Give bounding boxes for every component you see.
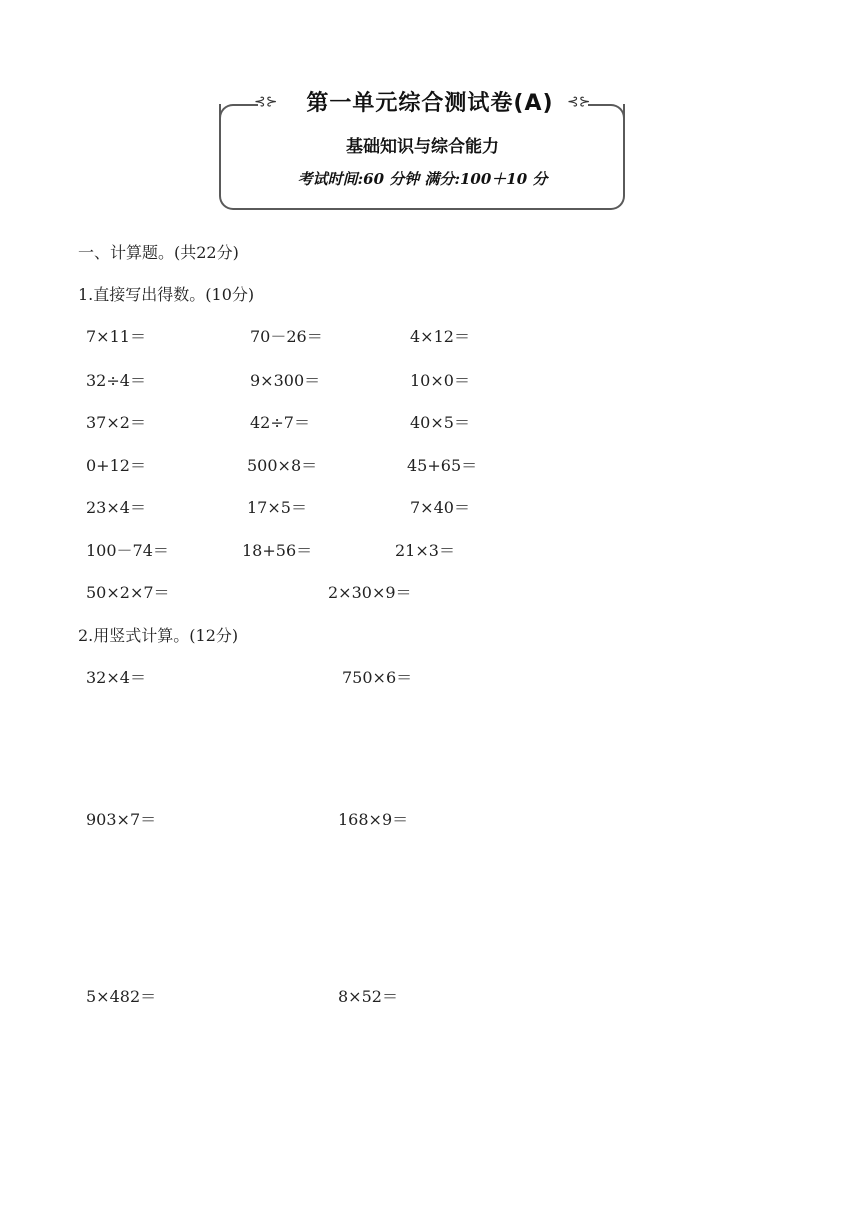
problem-item: 500×8＝ — [247, 456, 318, 475]
problem-item: 9×300＝ — [250, 371, 321, 390]
problem-item: 45+65＝ — [407, 456, 478, 475]
vertical-calc-problem: 168×9＝ — [338, 810, 409, 829]
problem-item: 2×30×9＝ — [328, 583, 412, 602]
ornament-right-icon: ⊰⊱ — [567, 94, 591, 110]
problem-item: 0+12＝ — [86, 456, 146, 475]
page-subtitle: 基础知识与综合能力 — [346, 137, 499, 157]
problem-item: 37×2＝ — [86, 413, 146, 432]
section-heading: 一、计算题。(共22分) — [78, 243, 239, 262]
problem-item: 7×40＝ — [410, 498, 470, 517]
page-title: 第一单元综合测试卷(A) — [306, 91, 554, 116]
problem-item: 17×5＝ — [247, 498, 307, 517]
question-1-label: 1.直接写出得数。(10分) — [78, 285, 255, 304]
header-frame — [219, 104, 625, 210]
vertical-calc-problem: 5×482＝ — [86, 987, 157, 1006]
vertical-calc-problem: 8×52＝ — [338, 987, 398, 1006]
question-2-label: 2.用竖式计算。(12分) — [78, 626, 239, 645]
problem-item: 100－74＝ — [86, 541, 169, 560]
ornament-left-icon: ⊰⊱ — [254, 94, 278, 110]
problem-item: 18+56＝ — [242, 541, 313, 560]
exam-info: 考试时间:60 分钟 满分:100＋10 分 — [297, 170, 548, 188]
problem-item: 70－26＝ — [250, 327, 323, 346]
vertical-calc-problem: 903×7＝ — [86, 810, 157, 829]
problem-item: 10×0＝ — [410, 371, 470, 390]
problem-item: 23×4＝ — [86, 498, 146, 517]
vertical-calc-problem: 750×6＝ — [342, 668, 413, 687]
problem-item: 7×11＝ — [86, 327, 146, 346]
vertical-calc-problem: 32×4＝ — [86, 668, 146, 687]
problem-item: 40×5＝ — [410, 413, 470, 432]
problem-item: 32÷4＝ — [86, 371, 146, 390]
problem-item: 50×2×7＝ — [86, 583, 170, 602]
problem-item: 21×3＝ — [395, 541, 455, 560]
problem-item: 42÷7＝ — [250, 413, 310, 432]
problem-item: 4×12＝ — [410, 327, 470, 346]
